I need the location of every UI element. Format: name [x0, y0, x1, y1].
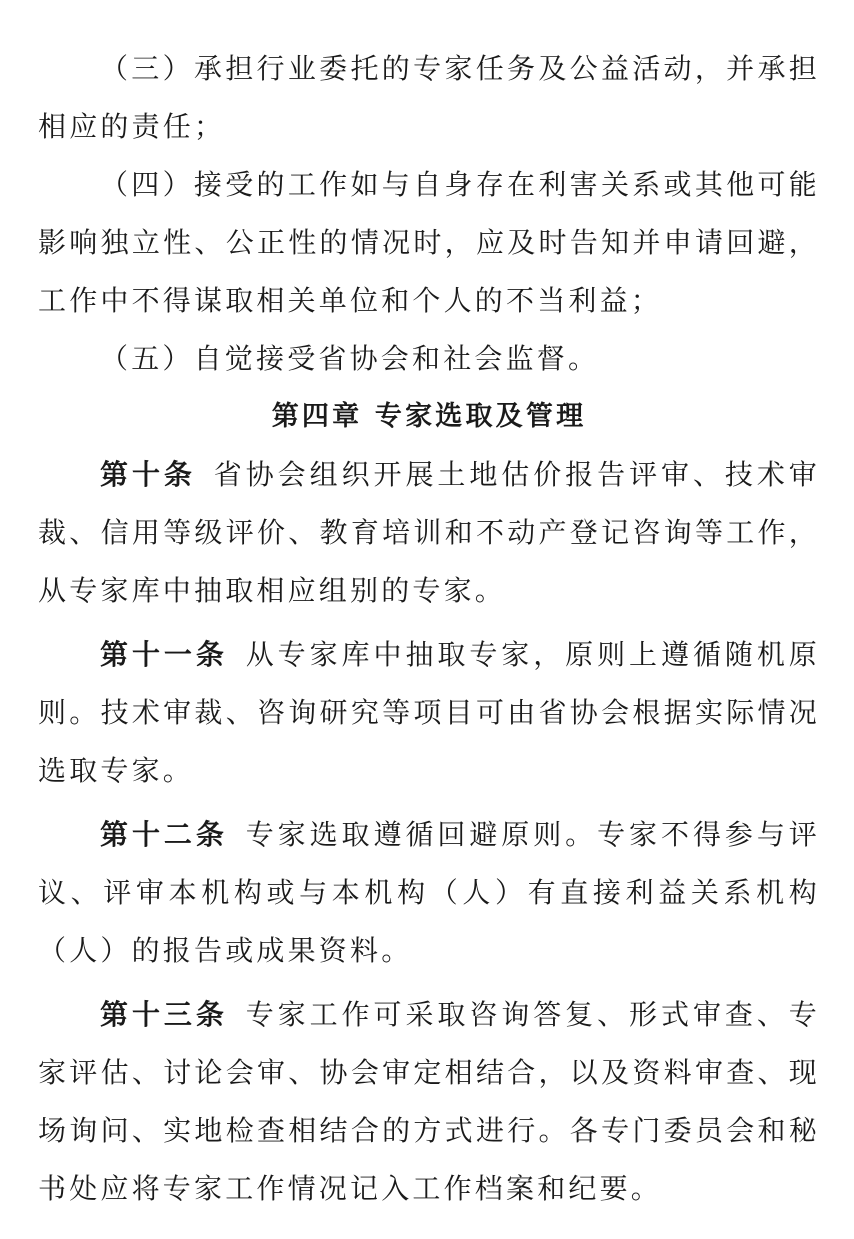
clause-5-text: （五）自觉接受省协会和社会监督。: [100, 342, 600, 375]
article-12: [38, 806, 820, 980]
article-13-text: 专家工作可采取咨询答复、形式审查、专家评估、讨论会审、协会审定相结合，以及资料审查、现场询问、实地检查相结合的方式进行。各专门委员会和秘书处应将专家工作情况记入工作档案和纪要。: [38, 998, 820, 1205]
article-11-text: 从专家库中抽取专家，原则上遵循随机原则。技术审裁、咨询研究等项目可由省协会根据实际情况选取专家。: [38, 638, 820, 787]
clause-3-text: （三）承担行业委托的专家任务及公益活动，并承担相应的责任；: [38, 52, 820, 143]
article-12-title: 第十二条: [100, 818, 228, 851]
chapter-heading: 第四章 专家选取及管理: [271, 401, 587, 432]
article-10: [38, 446, 820, 620]
clause-5: [38, 330, 820, 388]
clause-3: [38, 40, 820, 156]
article-11-title: 第十一条: [100, 638, 228, 671]
article-13-title: 第十三条: [100, 998, 228, 1031]
document-page: [38, 40, 820, 1218]
clause-4: [38, 156, 820, 330]
article-12-text: 专家选取遵循回避原则。专家不得参与评议、评审本机构或与本机构（人）有直接利益关系机构（人）的报告或成果资料。: [38, 818, 820, 967]
clause-4-text: （四）接受的工作如与自身存在利害关系或其他可能影响独立性、公正性的情况时，应及时告知并申请回避，工作中不得谋取相关单位和个人的不当利益；: [38, 168, 820, 317]
article-10-title: 第十条: [100, 458, 196, 491]
article-11: [38, 626, 820, 800]
article-13: [38, 986, 820, 1218]
article-10-text: 省协会组织开展土地估价报告评审、技术审裁、信用等级评价、教育培训和不动产登记咨询等工作，从专家库中抽取相应组别的专家。: [38, 458, 820, 607]
